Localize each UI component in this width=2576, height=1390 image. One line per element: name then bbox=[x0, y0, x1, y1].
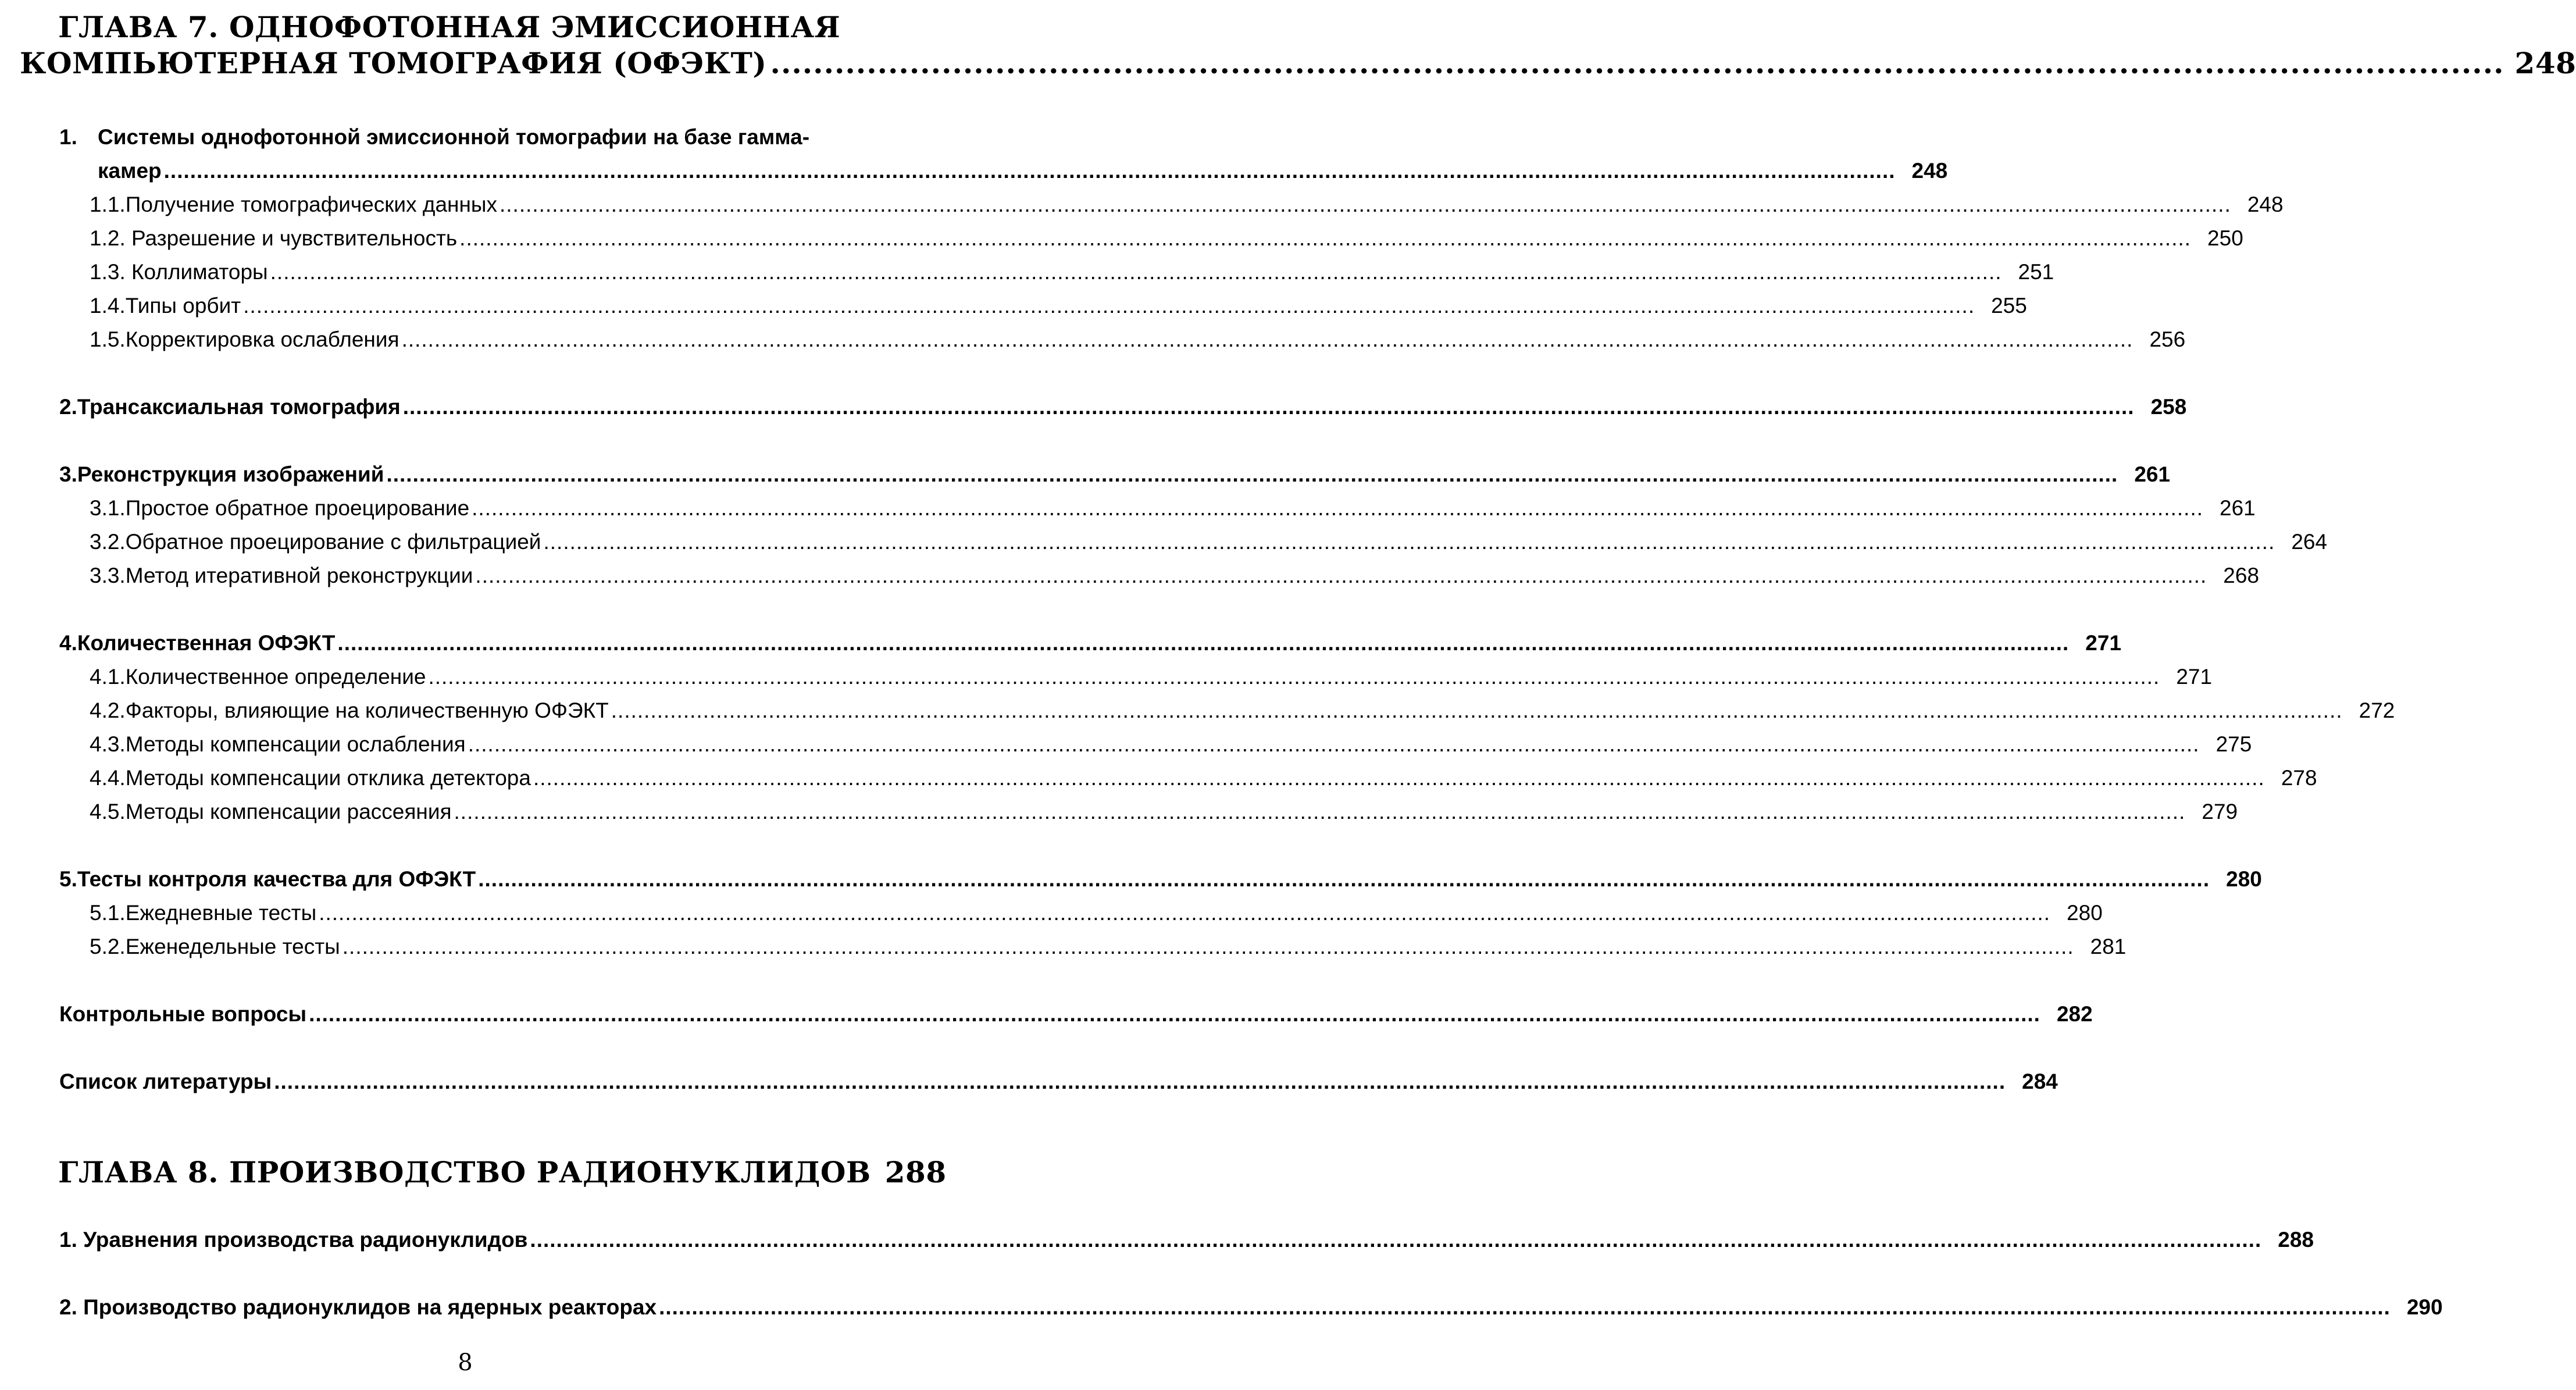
toc-entry-number: 3. bbox=[59, 462, 77, 486]
toc-entry-3[interactable] bbox=[59, 458, 2171, 491]
toc-entry-number: 5.1. bbox=[90, 901, 126, 925]
toc-entry-4-5[interactable] bbox=[90, 795, 2238, 829]
toc-entry-3-1[interactable] bbox=[90, 491, 2256, 525]
toc-entry-title: . Разрешение и чувствительность bbox=[119, 226, 458, 250]
toc-entry-number: 5.2. bbox=[90, 935, 126, 958]
toc-entry-number: 1.4. bbox=[90, 294, 126, 318]
toc-entry-title: Еженедельные тесты bbox=[125, 935, 340, 958]
toc-entry-4-1[interactable] bbox=[90, 660, 2213, 694]
leader-dots bbox=[530, 1223, 2261, 1257]
leader-dots bbox=[243, 289, 1975, 323]
chapter-8-page: 288 bbox=[884, 1155, 947, 1189]
toc-entry-2[interactable] bbox=[59, 390, 2187, 424]
leader-dots bbox=[309, 997, 2040, 1031]
toc-entry-page: 288 bbox=[2278, 1228, 2314, 1252]
chapter-7-page: 248 bbox=[2514, 46, 2576, 80]
toc-entry-title: Тесты контроля качества для ОФЭКТ bbox=[77, 867, 476, 891]
leader-dots bbox=[472, 491, 2203, 525]
toc-entry-title: Типы орбит bbox=[125, 294, 241, 318]
chapter-7-title-line-2 bbox=[20, 45, 2576, 81]
leader-dots bbox=[659, 1291, 2391, 1324]
toc-entry-number: 3.2. bbox=[90, 530, 126, 554]
toc-entry-4[interactable] bbox=[59, 626, 2122, 660]
toc-entry-number: 1.1. bbox=[90, 193, 126, 216]
page-number: 8 bbox=[458, 1349, 473, 1376]
toc-entry-title: Получение томографических данных bbox=[125, 193, 497, 216]
toc-entry-1-1[interactable] bbox=[90, 188, 2284, 222]
toc-entry-title: . Коллиматоры bbox=[119, 260, 268, 284]
leader-dots bbox=[454, 795, 2186, 829]
toc-entry-title: Методы компенсации отклика детектора bbox=[125, 766, 531, 790]
toc-entry-page: 248 bbox=[2247, 193, 2284, 216]
toc-entry-page: 258 bbox=[2150, 395, 2187, 419]
toc-entry-page: 275 bbox=[2215, 732, 2252, 756]
toc-entry-number: 3.1. bbox=[90, 496, 126, 520]
leader-dots bbox=[164, 154, 1896, 188]
leader-dots bbox=[478, 862, 2210, 896]
toc-entry-title: Простое обратное проецирование bbox=[125, 496, 470, 520]
toc-entry-ch8-2[interactable] bbox=[59, 1291, 2443, 1324]
toc-entry-page: 256 bbox=[2149, 327, 2186, 351]
toc-entry-page: 284 bbox=[2022, 1070, 2058, 1093]
toc-entry-5-2[interactable] bbox=[90, 930, 2127, 964]
toc-entry-page: 279 bbox=[2202, 800, 2238, 824]
leader-dots bbox=[386, 458, 2118, 491]
leader-dots bbox=[270, 255, 2002, 289]
chapter-7-title-line-1: ГЛАВА 7. ОДНОФОТОННАЯ ЭМИССИОННАЯ bbox=[58, 10, 841, 44]
toc-entry-title: Корректировка ослабления bbox=[125, 327, 399, 351]
toc-entry-page: 282 bbox=[2056, 1002, 2093, 1026]
leader-dots bbox=[459, 222, 2191, 255]
toc-entry-1-line-1[interactable] bbox=[59, 120, 809, 154]
toc-entry-number: 1.2 bbox=[90, 226, 120, 250]
toc-entry-number: 4.4. bbox=[90, 766, 126, 790]
toc-entry-4-3[interactable] bbox=[90, 728, 2252, 761]
toc-entry-number: 1. bbox=[59, 125, 77, 149]
toc-entry-4-4[interactable] bbox=[90, 761, 2317, 795]
leader-dots bbox=[319, 896, 2050, 930]
toc-entry-title: 1. Уравнения производства радионуклидов bbox=[59, 1228, 528, 1252]
toc-entry-ch8-1[interactable] bbox=[59, 1223, 2314, 1257]
toc-entry-title-continued: камер bbox=[98, 159, 162, 183]
leader-dots bbox=[499, 188, 2231, 222]
toc-entry-page: 268 bbox=[2223, 564, 2260, 587]
toc-entry-title: Трансаксиальная томография bbox=[77, 395, 401, 419]
toc-entry-number: 4.3. bbox=[90, 732, 126, 756]
chapter-7-title-text: КОМПЬЮТЕРНАЯ ТОМОГРАФИЯ (ОФЭКТ) bbox=[20, 46, 767, 80]
toc-entry-1-5[interactable] bbox=[90, 323, 2186, 357]
toc-entry-title: Список литературы bbox=[59, 1070, 272, 1093]
leader-dots bbox=[403, 390, 2135, 424]
toc-entry-page: 280 bbox=[2067, 901, 2103, 925]
toc-entry-page: 271 bbox=[2085, 631, 2122, 655]
toc-entry-title: 2. Производство радионуклидов на ядерных реакторах bbox=[59, 1295, 657, 1319]
toc-entry-page: 261 bbox=[2220, 496, 2256, 520]
toc-entry-title: Методы компенсации рассеяния bbox=[125, 800, 452, 824]
toc-entry-questions[interactable] bbox=[59, 997, 2093, 1031]
toc-entry-number: 4.1. bbox=[90, 665, 126, 689]
leader-dots bbox=[337, 626, 2069, 660]
toc-entry-title: Реконструкция изображений bbox=[77, 462, 384, 486]
leader-dots bbox=[402, 323, 2133, 357]
toc-entry-title: Обратное проецирование с фильтрацией bbox=[125, 530, 541, 554]
toc-entry-page: 264 bbox=[2291, 530, 2328, 554]
toc-entry-number: 1.5. bbox=[90, 327, 126, 351]
toc-entry-number: 4.5. bbox=[90, 800, 126, 824]
toc-entry-1-3[interactable] bbox=[90, 255, 2054, 289]
toc-entry-number: 4.2. bbox=[90, 698, 126, 722]
toc-entry-page: 280 bbox=[2226, 867, 2262, 891]
chapter-7-leader-dots bbox=[770, 45, 2504, 81]
chapter-8-title-text: ГЛАВА 8. ПРОИЗВОДСТВО РАДИОНУКЛИДОВ bbox=[58, 1155, 871, 1189]
toc-entry-page: 250 bbox=[2207, 226, 2243, 250]
toc-entry-5-1[interactable] bbox=[90, 896, 2103, 930]
leader-dots bbox=[274, 1065, 2006, 1099]
toc-entry-number: 5. bbox=[59, 867, 77, 891]
toc-entry-page: 251 bbox=[2018, 260, 2054, 284]
toc-entry-number: 2. bbox=[59, 395, 77, 419]
leader-dots bbox=[468, 728, 2200, 761]
toc-entry-page: 261 bbox=[2134, 462, 2171, 486]
toc-entry-5[interactable] bbox=[59, 862, 2262, 896]
toc-entry-4-2[interactable] bbox=[90, 694, 2395, 728]
toc-entry-title: Количественная ОФЭКТ bbox=[77, 631, 336, 655]
toc-entry-title: Количественное определение bbox=[125, 665, 426, 689]
toc-entry-title: Контрольные вопросы bbox=[59, 1002, 307, 1026]
leader-dots bbox=[533, 761, 2265, 795]
toc-entry-page: 281 bbox=[2090, 935, 2127, 958]
toc-entry-number: 3.3. bbox=[90, 564, 126, 587]
toc-entry-page: 248 bbox=[1911, 159, 1948, 183]
toc-entry-page: 278 bbox=[2281, 766, 2317, 790]
toc-entry-1-4[interactable] bbox=[90, 289, 2027, 323]
toc-entry-references[interactable] bbox=[59, 1065, 2058, 1099]
toc-entry-page: 290 bbox=[2406, 1295, 2443, 1319]
leader-dots bbox=[475, 559, 2207, 593]
toc-entry-title: Факторы, влияющие на количественную ОФЭКТ bbox=[125, 698, 609, 722]
leader-dots bbox=[611, 694, 2343, 728]
toc-entry-1[interactable] bbox=[98, 154, 1948, 188]
toc-entry-3-2[interactable] bbox=[90, 525, 2328, 559]
toc-entry-title: Методы компенсации ослабления bbox=[125, 732, 466, 756]
toc-entry-title: Метод итеративной реконструкции bbox=[125, 564, 473, 587]
leader-dots bbox=[543, 525, 2275, 559]
toc-entry-number: 4. bbox=[59, 631, 77, 655]
toc-entry-title: Системы однофотонной эмиссионной томографии на базе гамма- bbox=[98, 125, 810, 149]
toc-entry-title: Ежедневные тесты bbox=[125, 901, 317, 925]
toc-entry-number: 1.3 bbox=[90, 260, 120, 284]
leader-dots bbox=[428, 660, 2160, 694]
toc-entry-page: 272 bbox=[2359, 698, 2395, 722]
chapter-8-title-line bbox=[58, 1154, 947, 1191]
toc-entry-3-3[interactable] bbox=[90, 559, 2260, 593]
toc-entry-page: 255 bbox=[1991, 294, 2027, 318]
toc-entry-page: 271 bbox=[2176, 665, 2213, 689]
toc-entry-1-2[interactable] bbox=[90, 222, 2243, 255]
leader-dots bbox=[342, 930, 2074, 964]
